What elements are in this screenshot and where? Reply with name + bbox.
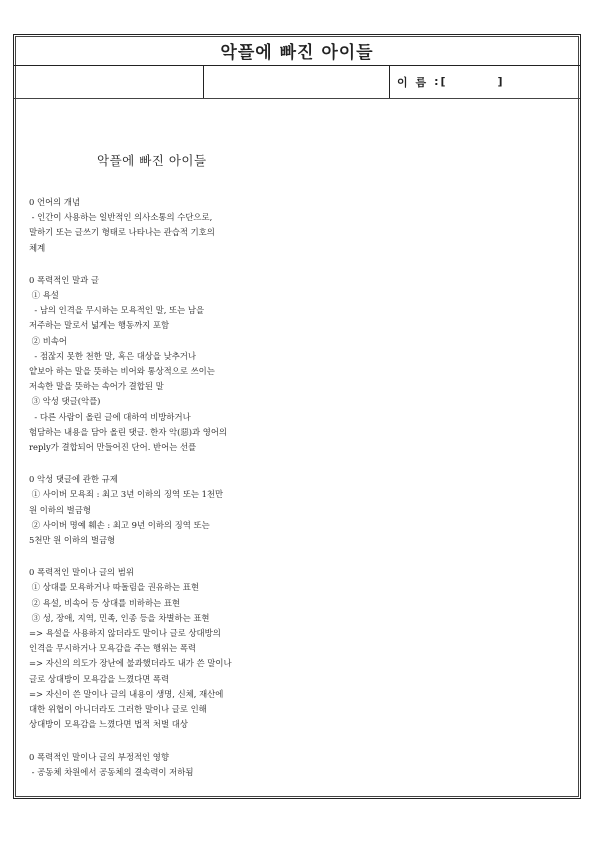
document-body	[29, 195, 304, 780]
text-line: 글로 상대방이 모욕감을 느꼈다면 폭력	[29, 673, 170, 684]
text-line: ① 욕설	[29, 290, 59, 301]
document-section	[29, 750, 304, 780]
section-gap	[29, 256, 304, 273]
info-row	[14, 65, 580, 99]
text-line: 얕보아 하는 말을 뜻하는 비어와 통상적으로 쓰이는	[29, 366, 215, 377]
text-line: ② 비속어	[29, 335, 67, 346]
name-label: 이 름	[397, 75, 429, 89]
name-colon: :	[434, 75, 439, 88]
section-gap	[29, 455, 304, 472]
blank-cell-1	[14, 65, 204, 98]
text-line: => 자신이 쓴 말이나 글의 내용이 생명, 신체, 재산에	[29, 688, 224, 699]
text-line: ③ 성, 장애, 지역, 민족, 인종 등을 차별하는 표현	[29, 612, 210, 623]
worksheet-title: 악플에 빠진 아이들	[220, 42, 374, 63]
text-line: 저주하는 말로서 넓게는 행동까지 포함	[29, 320, 170, 331]
name-cell[interactable]	[390, 65, 582, 98]
text-line: ① 사이버 모욕죄 : 최고 3년 이하의 징역 또는 1천만	[29, 489, 224, 500]
text-line: 인격을 무시하거나 모욕감을 주는 행위는 폭력	[29, 643, 197, 654]
text-line: 5천만 원 이하의 벌금형	[29, 535, 116, 546]
text-line: - 다른 사람이 올린 글에 대하여 비방하거나	[29, 411, 191, 422]
name-open-bracket: [	[440, 75, 446, 88]
section-heading: 0 악성 댓글에 관한 규제	[29, 474, 118, 485]
text-line: 험담하는 내용을 담아 올린 댓글. 한자 악(惡)과 영어의	[29, 426, 228, 437]
text-line: 저속한 말을 뜻하는 속어가 결합된 말	[29, 381, 164, 392]
text-line: 대한 위협이 아니더라도 그러한 말이나 글로 인해	[29, 704, 207, 715]
text-line: 말하기 또는 글쓰기 형태로 나타나는 관습적 기호의	[29, 227, 215, 238]
section-heading: 0 언어의 개념	[29, 197, 81, 207]
text-line: 체계	[29, 242, 46, 253]
name-close-bracket: ]	[497, 75, 503, 88]
text-line: reply가 결합되어 만들어진 단어. 반어는 선플	[29, 442, 197, 453]
text-line: ② 사이버 명예 훼손 : 최고 9년 이하의 징역 또는	[29, 519, 210, 530]
text-line: => 자신의 의도가 장난에 불과했더라도 내가 쓴 말이나	[29, 658, 232, 669]
worksheet-frame	[13, 34, 581, 799]
text-line: ③ 악성 댓글(악플)	[29, 396, 101, 407]
text-line: 상대방이 모욕감을 느꼈다면 법적 처벌 대상	[29, 719, 188, 730]
document-heading: 악플에 빠진 아이들	[97, 153, 207, 168]
section-heading: 0 폭력적인 말이나 글의 범위	[29, 567, 134, 578]
title-row	[14, 35, 580, 66]
text-line: - 점잖지 못한 천한 말, 혹은 대상을 낮추거나	[29, 350, 196, 361]
section-heading: 0 폭력적인 말과 글	[29, 274, 99, 285]
text-line: 원 이하의 벌금형	[29, 504, 91, 515]
document-section	[29, 273, 304, 455]
document-section	[29, 565, 304, 732]
text-line: - 공동체 차원에서 공동체의 결속력이 저하됨	[29, 766, 194, 777]
section-heading: 0 폭력적인 말이나 글의 부정적인 영향	[29, 751, 169, 762]
section-gap	[29, 733, 304, 750]
document-section	[29, 472, 304, 548]
section-gap	[29, 548, 304, 565]
document-section	[29, 195, 304, 256]
text-line: ① 상대를 모욕하거나 따돌림을 권유하는 표현	[29, 582, 199, 593]
content-area	[14, 98, 580, 798]
text-line: - 인간이 사용하는 일반적인 의사소통의 수단으로,	[29, 212, 213, 223]
blank-cell-2	[204, 65, 390, 98]
text-line: - 남의 인격을 무시하는 모욕적인 말, 또는 남을	[29, 305, 205, 316]
text-line: ② 욕설, 비속어 등 상대를 비하하는 표현	[29, 597, 181, 608]
text-line: => 욕설을 사용하지 않더라도 말이나 글로 상대방의	[29, 628, 221, 639]
